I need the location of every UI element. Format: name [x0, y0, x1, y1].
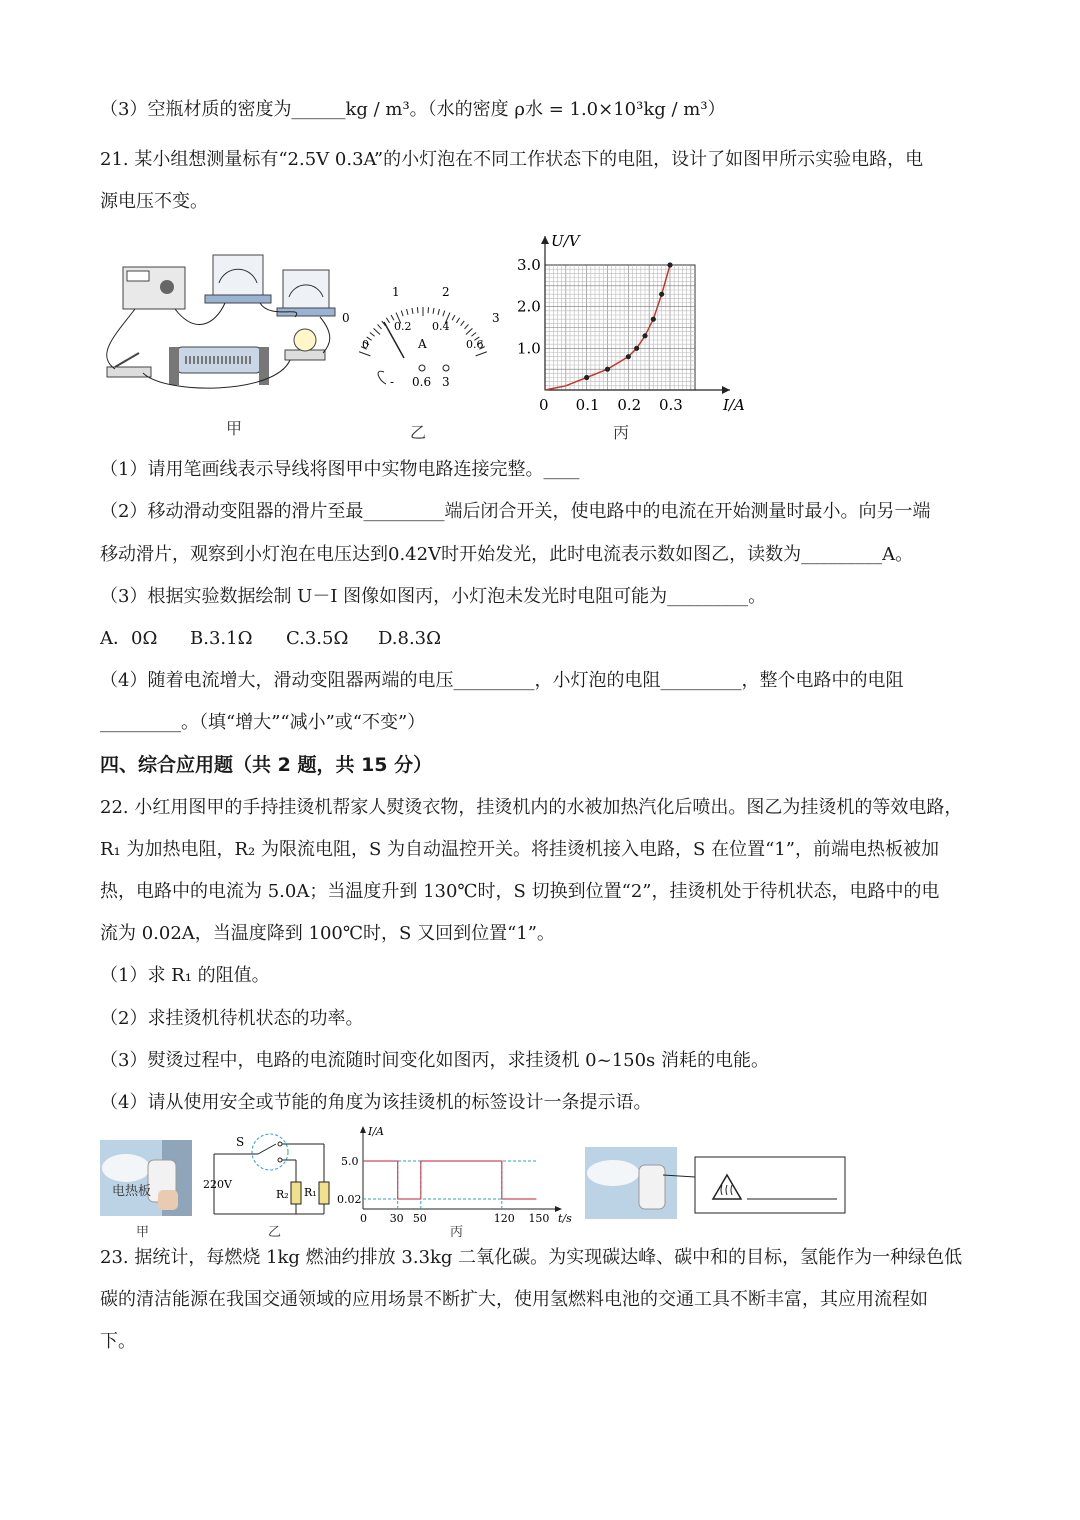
q21-part3: （3）根据实验数据绘制 U－I 图像如图丙，小灯泡未发光时电阻可能为_________。 — [100, 586, 767, 607]
dial-tick — [370, 333, 375, 337]
q21-part4-line2: _________。（填“增大”“减小”或“不变”） — [100, 712, 426, 733]
ui-data-point — [626, 354, 631, 359]
q21-stem-line1: 21. 某小组想测量标有“2.5V 0.3A”的小灯泡在不同工作状态下的电阻，设计了如图甲所示实验电路，电 — [100, 149, 924, 170]
dial-tick — [401, 311, 403, 317]
circuit-switch-label: S — [236, 1135, 245, 1149]
it-x-tick-label: 30 — [389, 1212, 404, 1223]
q20-part3: （3）空瓶材质的密度为______kg / m³。（水的密度 ρ水 = 1.0×10³kg / m³） — [100, 99, 726, 120]
dial-tick — [464, 324, 468, 328]
it-x-tick-label: 150 — [528, 1212, 550, 1223]
it-series-line — [363, 1161, 536, 1199]
dial-tick — [374, 328, 381, 334]
it-y-arrow — [360, 1126, 366, 1133]
dial-tick — [471, 333, 476, 337]
q21-option-b: B.3.1Ω — [190, 628, 253, 649]
ui-y-axis-label: U/V — [551, 232, 580, 250]
q22-fig-yi-label: 乙 — [268, 1225, 282, 1240]
q21-part2-line1: （2）移动滑动变阻器的滑片至最_________端后闭合开关，使电路中的电流在开始测量时最小。向另一端 — [100, 501, 931, 522]
q22-part4: （4）请从使用安全或节能的角度为该挂烫机的标签设计一条提示语。 — [100, 1092, 652, 1113]
q21-stem-line2: 源电压不变。 — [100, 191, 208, 212]
q22-fig-jia-plate-label: 电热板 — [112, 1184, 152, 1199]
meter-terminal-06: 0.6 — [412, 375, 432, 389]
ui-x-tick-label: 0.2 — [617, 396, 642, 414]
q21-fig-jia-apparatus — [95, 245, 345, 395]
meter-unit: A — [418, 337, 427, 351]
ui-data-point — [634, 346, 639, 351]
ui-x-axis-label: I/A — [723, 396, 745, 414]
q22-line2: R₁ 为加热电阻，R₂ 为限流电阻，S 为自动温控开关。将挂烫机接入电路，S 在位置“1”，前端电热板被加 — [100, 839, 939, 860]
meter-terminal-neg: - — [390, 375, 395, 389]
dial-tick — [407, 309, 408, 315]
q22-part2: （2）求挂烫机待机状态的功率。 — [100, 1008, 364, 1029]
ui-x-tick-label: 0.3 — [659, 396, 683, 414]
it-y-tick-label: 0.02 — [337, 1193, 362, 1206]
q21-part2-line2: 移动滑片，观察到小灯泡在电压达到0.42V时开始发光，此时电流表示数如图乙，读数为_________A。 — [100, 544, 914, 565]
q21-fig-yi-ammeter — [338, 280, 508, 395]
q22-line3: 热，电路中的电流为 5.0A；当温度升到 130℃时，S 切换到位置“2”，挂烫机处于待机状态，电路中的电 — [100, 881, 940, 902]
dial-tick — [412, 308, 413, 314]
q23-line1: 23. 据统计，每燃烧 1kg 燃油约排放 3.3kg 二氧化碳。为实现碳达峰、碳中和的目标，氢能作为一种绿色低 — [100, 1247, 963, 1268]
q22-fig-bing-it-chart — [335, 1123, 580, 1223]
dial-tick — [452, 315, 455, 320]
dial-tick — [377, 324, 381, 328]
q22-fig-jia-label: 甲 — [136, 1225, 150, 1240]
circuit-voltage-label: 220V — [203, 1178, 232, 1191]
ui-y-arrow — [541, 236, 549, 244]
q21-option-c: C.3.5Ω — [286, 628, 349, 649]
q21-fig-jia-label: 甲 — [226, 419, 243, 438]
ui-y-tick-label: 3.0 — [517, 256, 541, 274]
ui-y-tick-label: 1.0 — [517, 339, 541, 358]
q22-part3: （3）熨烫过程中，电路的电流随时间变化如图丙，求挂烫机 0~150s 消耗的电能。 — [100, 1050, 770, 1071]
q22-part1: （1）求 R₁ 的阻值。 — [100, 965, 270, 986]
dial-tick — [461, 321, 465, 326]
it-x-tick-label: 50 — [412, 1212, 427, 1223]
meter-bottom-tick-0: 0 — [362, 338, 369, 351]
q22-line4: 流为 0.02A，当温度降到 100℃时，S 又回到位置“1”。 — [100, 923, 555, 944]
q22-fig-bing-label: 丙 — [450, 1225, 464, 1240]
it-x-axis-label: t/s — [558, 1212, 572, 1223]
meter-top-tick-2: 2 — [442, 285, 450, 299]
ui-data-point — [642, 333, 647, 338]
dial-tick — [359, 352, 370, 356]
ui-data-point — [667, 262, 672, 267]
q21-option-a: A．0Ω — [100, 628, 158, 649]
dial-tick — [386, 318, 389, 323]
section4-title: 四、综合应用题（共 2 题，共 15 分） — [100, 754, 433, 776]
ui-y-tick-label: 2.0 — [517, 297, 541, 316]
dial-tick — [476, 352, 487, 356]
meter-bottom-tick-2: 0.4 — [432, 320, 450, 333]
it-x-tick-label: 120 — [493, 1212, 515, 1223]
q22-steamer-label-figure — [585, 1147, 850, 1221]
q23-line3: 下。 — [100, 1331, 136, 1352]
it-y-axis-label: I/A — [368, 1125, 384, 1138]
meter-bottom-tick-3: 0.6 — [466, 338, 484, 351]
dial-tick — [456, 318, 459, 323]
q23-line2: 碳的清洁能源在我国交通领域的应用场景不断扩大，使用氢燃料电池的交通工具不断丰富，其应用流程如 — [100, 1289, 928, 1310]
q21-part4-line1: （4）随着电流增大，滑动变阻器两端的电压_________，小灯泡的电阻_________，整个电路中的电阻 — [100, 670, 904, 691]
circuit-r1-label: R₁ — [304, 1186, 317, 1199]
ui-x-arrow — [722, 386, 730, 394]
ui-x-tick-label: 0.1 — [575, 396, 600, 414]
q21-fig-bing-ui-chart — [505, 228, 765, 418]
it-y-tick-label: 5.0 — [341, 1155, 359, 1168]
dial-tick — [433, 308, 434, 314]
q21-fig-bing-label: 丙 — [613, 423, 630, 442]
meter-terminal-3: 3 — [442, 375, 450, 389]
meter-top-tick-0: 0 — [342, 311, 350, 325]
dial-tick — [443, 311, 445, 317]
q22-fig-jia-steamer — [100, 1140, 192, 1216]
q21-fig-yi-label: 乙 — [410, 423, 427, 442]
ui-data-point — [584, 375, 589, 380]
ui-data-point — [659, 292, 664, 297]
ui-x-tick-label: 0 — [539, 396, 549, 414]
meter-top-tick-3: 3 — [492, 311, 500, 325]
dial-tick — [438, 309, 439, 315]
q21-part1: （1）请用笔画线表示导线将图甲中实物电路连接完整。____ — [100, 459, 580, 480]
ui-data-point — [605, 367, 610, 372]
q22-fig-yi-circuit — [200, 1130, 340, 1220]
meter-top-tick-1: 1 — [392, 285, 400, 299]
it-x-tick-label: 0 — [360, 1212, 367, 1223]
ui-data-point — [651, 317, 656, 322]
circuit-r2-label: R₂ — [276, 1188, 289, 1201]
q22-line1: 22. 小红用图甲的手持挂烫机帮家人熨烫衣物，挂烫机内的水被加热汽化后喷出。图乙为挂烫机的等效电路， — [100, 797, 963, 818]
meter-bottom-tick-1: 0.2 — [394, 320, 412, 333]
q21-option-d: D.8.3Ω — [378, 628, 442, 649]
dial-tick — [466, 328, 473, 334]
